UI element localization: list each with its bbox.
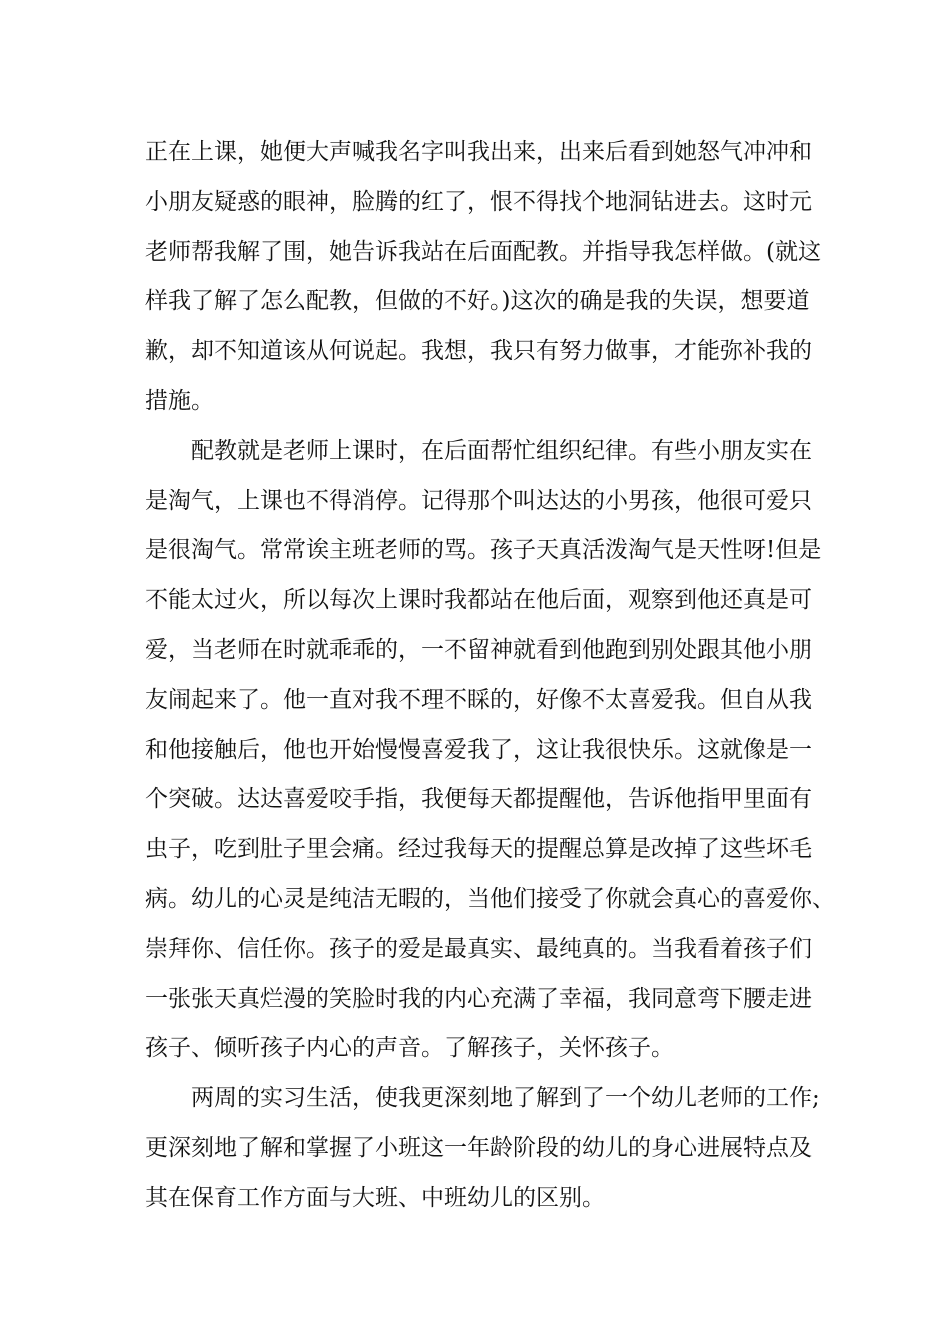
text-line: 更深刻地了解和掌握了小班这一年龄阶段的幼儿的身心进展特点及 — [145, 1134, 812, 1161]
text-line: 爱，当老师在时就乖乖的，一不留神就看到他跑到别处跟其他小朋 — [145, 636, 812, 663]
paragraph-3 — [145, 1074, 820, 1223]
text-line: 不能太过火，所以每次上课时我都站在他后面，观察到他还真是可 — [145, 587, 812, 614]
text-line: 配教就是老师上课时，在后面帮忙组织纪律。有些小朋友实在 — [145, 437, 812, 464]
text-line: 是淘气，上课也不得消停。记得那个叫达达的小男孩，他很可爱只 — [145, 487, 812, 514]
text-line: 样我了解了怎么配教，但做的不好。)这次的确是我的失误，想要道 — [145, 288, 810, 315]
text-line: 个突破。达达喜爱咬手指，我便每天都提醒他，告诉他指甲里面有 — [145, 786, 812, 813]
text-line: 崇拜你、信任你。孩子的爱是最真实、最纯真的。当我看着孩子们 — [145, 935, 812, 962]
text-line: 病。幼儿的心灵是纯洁无暇的，当他们接受了你就会真心的喜爱你、 — [145, 885, 835, 912]
text-line: 是很淘气。常常诶主班老师的骂。孩子天真活泼淘气是天性呀!但是 — [145, 537, 822, 564]
text-line: 正在上课，她便大声喊我名字叫我出来，出来后看到她怒气冲冲和 — [145, 139, 812, 165]
text-line: 措施。 — [145, 387, 214, 414]
text-line: 友闹起来了。他一直对我不理不睬的，好像不太喜爱我。但自从我 — [145, 686, 812, 713]
text-line: 和他接触后，他也开始慢慢喜爱我了，这让我很快乐。这就像是一 — [145, 736, 812, 763]
text-line: 虫子，吃到肚子里会痛。经过我每天的提醒总算是改掉了这些坏毛 — [145, 836, 812, 863]
text-line: 小朋友疑惑的眼神，脸腾的红了，恨不得找个地洞钻进去。这时元 — [145, 188, 812, 215]
text-line: 歉，却不知道该从何说起。我想，我只有努力做事，才能弥补我的 — [145, 338, 812, 365]
paragraph-2 — [145, 427, 835, 1074]
text-line: 一张张天真烂漫的笑脸时我的内心充满了幸福，我同意弯下腰走进 — [145, 985, 812, 1012]
text-line: 老师帮我解了围，她告诉我站在后面配教。并指导我怎样做。(就这 — [145, 238, 821, 265]
text-line: 其在保育工作方面与大班、中班幼儿的区别。 — [145, 1184, 605, 1211]
document-body — [145, 128, 835, 1224]
text-line: 两周的实习生活，使我更深刻地了解到了一个幼儿老师的工作; — [145, 1085, 820, 1112]
paragraph-1 — [145, 128, 821, 427]
text-line: 孩子、倾听孩子内心的声音。了解孩子，关怀孩子。 — [145, 1035, 674, 1062]
